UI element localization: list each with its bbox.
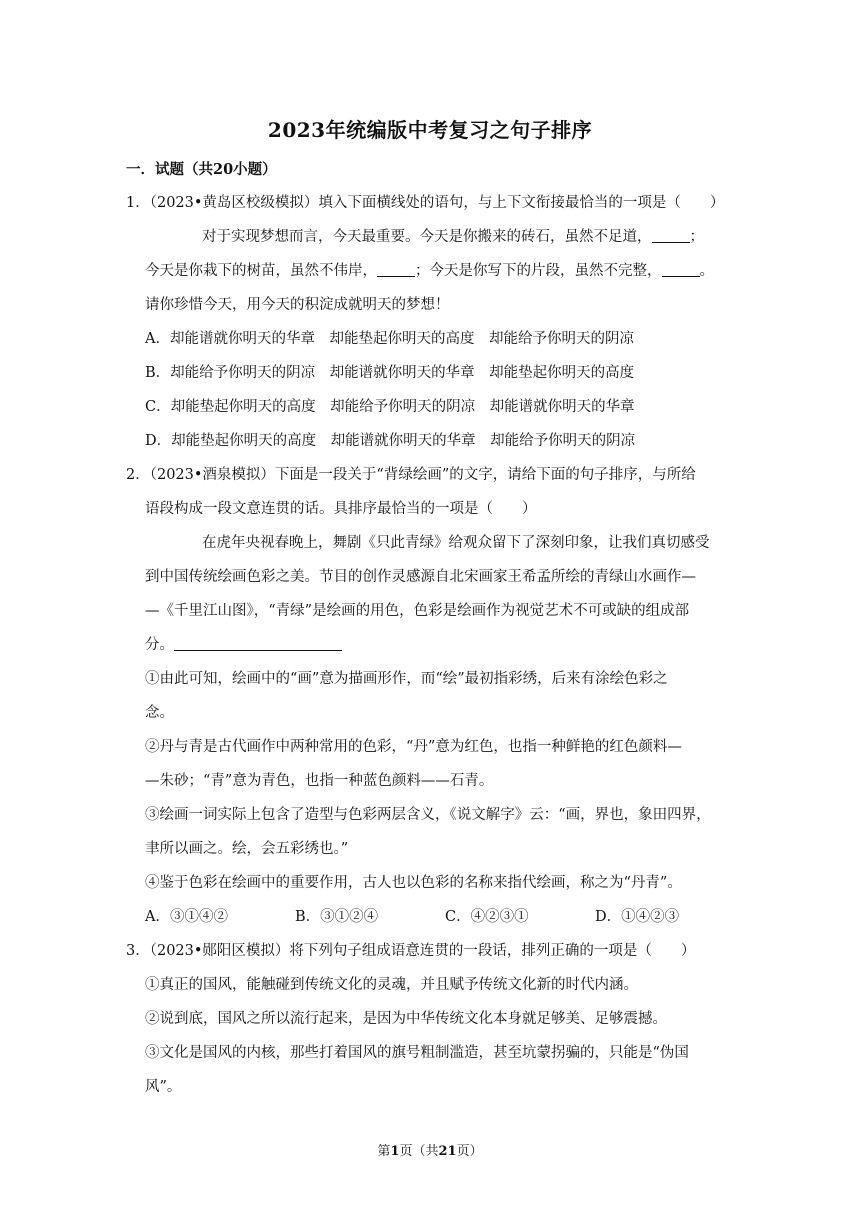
answer-blank[interactable] bbox=[662, 262, 700, 278]
question-2-stem: 语段构成一段文意连贯的话。具排序最恰当的一项是（ ） bbox=[145, 501, 537, 517]
page-total: 21 bbox=[438, 1144, 457, 1159]
question-1-option-b: B．却能给予你明天的阴凉 却能谱就你明天的华章 却能垫起你明天的高度 bbox=[145, 365, 635, 381]
question-3-sentence-3: 风”。 bbox=[145, 1079, 182, 1095]
question-3-stem: 3．（2023•郧阳区模拟）将下列句子组成语意连贯的一段话，排列正确的一项是（ ） bbox=[126, 943, 696, 959]
question-3-sentence-1: ①真正的国风，能触碰到传统文化的灵魂，并且赋予传统文化新的时代内涵。 bbox=[145, 977, 638, 993]
answer-blank[interactable] bbox=[174, 636, 342, 652]
question-2-sentence-2: —朱砂；“青”意为青色，也指一种蓝色颜料——石青。 bbox=[145, 773, 494, 789]
question-2-stem: 2．（2023•酒泉模拟）下面是一段关于“背绿绘画”的文字，请给下面的句子排序，与所给 bbox=[126, 467, 696, 483]
question-2-option-c: C．④②③① bbox=[445, 909, 529, 925]
question-2-option-a: A．③①④② bbox=[145, 909, 228, 925]
question-3-sentence-3: ③文化是国风的内核，那些打着国风的旗号粗制滥造，甚至坑蒙拐骗的，只能是“伪国 bbox=[145, 1045, 689, 1061]
question-2-sentence-3: ③绘画一词实际上包含了造型与色彩两层含义，《说文解字》云：“画，界也，象田四界， bbox=[145, 807, 711, 823]
question-1-option-c: C．却能垫起你明天的高度 却能给予你明天的阴凉 却能谱就你明天的华章 bbox=[145, 399, 635, 415]
page-number: 1 bbox=[390, 1144, 400, 1159]
page-footer: 第1页（共21页） bbox=[377, 1144, 483, 1159]
question-2-sentence-1: ①由此可知，绘画中的“画”意为描画形作，而“绘”最初指彩绣，后来有涂绘色彩之 bbox=[145, 671, 668, 687]
question-1-option-a: A．却能谱就你明天的华章 却能垫起你明天的高度 却能给予你明天的阴凉 bbox=[145, 331, 634, 347]
question-2-passage-line: 分。 bbox=[145, 633, 342, 654]
question-2-sentence-2: ②丹与青是古代画作中两种常用的色彩，“丹”意为红色，也指一种鲜艳的红色颜料— bbox=[145, 739, 682, 755]
section-heading: 一．试题（共20小题） bbox=[126, 161, 277, 178]
answer-blank[interactable] bbox=[652, 228, 690, 244]
question-2-option-b: B．③①②④ bbox=[295, 909, 379, 925]
question-2-passage-line: 到中国传统绘画色彩之美。节目的创作灵感源自北宋画家王希孟所绘的青绿山水画作— bbox=[145, 569, 696, 585]
question-2-sentence-3: 聿所以画之。绘，会五彩绣也。” bbox=[145, 841, 349, 857]
answer-blank[interactable] bbox=[377, 262, 415, 278]
question-2-passage-line: 在虎年央视春晚上，舞剧《只此青绿》给观众留下了深刻印象，让我们真切感受 bbox=[202, 535, 710, 551]
question-1-passage-line: 对于实现梦想而言，今天最重要。今天是你搬来的砖石，虽然不足道， ； bbox=[202, 229, 704, 245]
question-1-option-d: D．却能垫起你明天的高度 却能谱就你明天的华章 却能给予你明天的阴凉 bbox=[145, 433, 636, 449]
question-2-passage-line: —《千里江山图》，“青绿”是绘画的用色，色彩是绘画作为视觉艺术不可或缺的组成部 bbox=[145, 603, 690, 619]
question-2-sentence-4: ④鉴于色彩在绘画中的重要作用，古人也以色彩的名称来指代绘画，称之为“丹青”。 bbox=[145, 875, 682, 891]
question-2-sentence-1: 念。 bbox=[145, 705, 174, 721]
question-2-options bbox=[145, 905, 679, 926]
question-1-passage-line: 请你珍惜今天，用今天的积淀成就明天的梦想！ bbox=[145, 297, 450, 313]
question-2-option-d: D．①④②③ bbox=[595, 909, 680, 925]
question-1-stem: 1．（2023•黄岛区校级模拟）填入下面横线处的语句，与上下文衔接最恰当的一项是（ ） bbox=[126, 195, 725, 211]
document-title: 2023年统编版中考复习之句子排序 bbox=[267, 118, 593, 142]
question-3-sentence-2: ②说到底，国风之所以流行起来，是因为中华传统文化本身就足够美、足够震撼。 bbox=[145, 1011, 667, 1027]
question-1-passage-line: 今天是你栽下的树苗，虽然不伟岸， ；今天是你写下的片段，虽然不完整， 。 bbox=[145, 263, 714, 279]
